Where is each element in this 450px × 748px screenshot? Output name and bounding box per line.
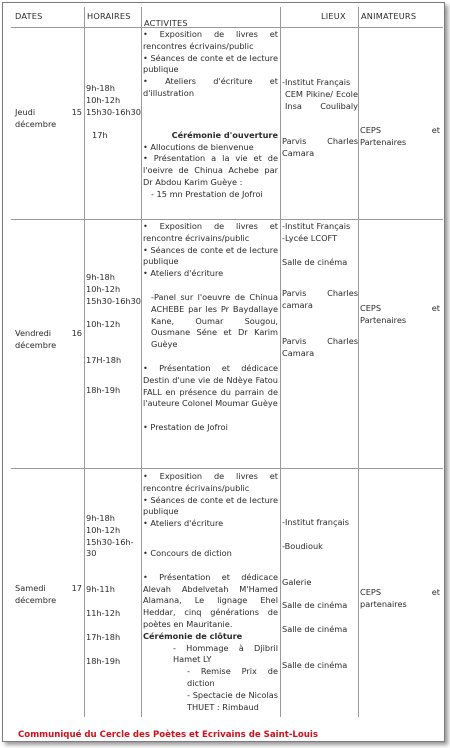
activity-item: • Ateliers d'écriture xyxy=(143,268,224,279)
time-slot: 10h-12h xyxy=(86,283,121,294)
day-date: Samedi 17 décembre xyxy=(15,583,82,605)
activity-item: • Exposition de livres et rencontre écrivains/public xyxy=(143,471,278,493)
activity-heading: Cérémonie de clôture xyxy=(143,630,243,641)
venue: Galerie xyxy=(282,576,312,587)
day-activites xyxy=(143,221,278,434)
day-activites xyxy=(143,471,278,713)
document-frame xyxy=(2,2,445,742)
header-animateurs: ANIMATEURS xyxy=(361,11,417,21)
venue: Salle de cinéma xyxy=(282,600,348,611)
activity-item: • Présentation et dédicace Alevah Abdelvetah M'Hamed Alamana, Le lignage Ehel Heddar, cinq générations de poètes en Mauritanie. xyxy=(143,571,278,629)
activity-item: - 15 mn Prestation de Jofroi xyxy=(151,188,263,199)
activity-item: • Séances de conte et de lecture publique xyxy=(143,244,278,267)
time-slot: 15h30-16h-30 xyxy=(86,536,134,559)
venue: -Institut Français xyxy=(282,221,351,231)
activity-item: • Exposition de livres et rencontre écrivains/public xyxy=(143,221,278,243)
day-animateurs: CEPS et Partenaires xyxy=(360,125,440,147)
time-slot: 17h xyxy=(92,130,108,141)
activity-item: - Hommage à Djibril Hamet LY xyxy=(173,642,278,665)
activity-item: • Séances de conte et de lecture publique xyxy=(143,494,278,517)
time-slot: 17h-18h xyxy=(86,631,121,642)
footer-caption: Communiqué du Cercle des Poètes et Ecrivains de Saint-Louis xyxy=(18,730,318,740)
venue: Salle de cinéma xyxy=(282,659,348,670)
day-date: Jeudi 15 décembre xyxy=(15,107,82,129)
header-dates: DATES xyxy=(15,11,43,21)
activity-heading: Cérémonie d'ouverture xyxy=(171,129,278,140)
col-divider xyxy=(280,7,281,717)
activity-item: • Présentation a la vie et de l'oeivre de Chinua Achebe par Dr Abdou Karim Guèye : xyxy=(143,153,278,187)
time-slot: 15h30-16h30 xyxy=(86,295,142,306)
venue: CEM Pikine/ Ecole Insa Coulibaly xyxy=(285,88,358,111)
col-divider xyxy=(358,7,359,717)
activity-item: -Panel sur l'oeuvre de Chinua ACHEBE par les Pr Baydallaye Kane, Oumar Sougou, Ousmane Séne et Dr Karim Guèye xyxy=(151,291,278,350)
time-slot: 11h-12h xyxy=(86,607,121,618)
time-slot: 18h-19h xyxy=(86,384,121,395)
venue: Parvis Charles camara xyxy=(282,288,358,311)
time-slot: 18h-19h xyxy=(86,655,121,666)
day-horaires xyxy=(86,272,142,397)
day-horaires xyxy=(86,513,142,667)
day-animateurs: CEPS et Partenaires xyxy=(360,303,440,325)
activity-item: • Prestation de Jofroi xyxy=(143,422,228,433)
activity-item: • Présentation et dédicace Destin d'une vie de Ndèye Fatou FALL en présence du parrain de l'auteure Colonel Moumar Guèye xyxy=(143,362,278,409)
activity-item: • Séances de conte et de lecture publique xyxy=(143,52,278,75)
day-lieux xyxy=(282,77,358,160)
time-slot: 10h-12h xyxy=(86,524,121,535)
activity-item: • Ateliers d'écriture et d'illustration xyxy=(143,76,278,98)
activity-item: • Allocutions de bienvenue xyxy=(143,141,254,152)
row-divider xyxy=(11,219,443,220)
spacer xyxy=(86,118,142,130)
day-activites xyxy=(143,29,278,201)
header-activites: ACTIVITES xyxy=(144,18,188,28)
time-slot: 9h-18h xyxy=(86,83,115,93)
venue: -Institut Français xyxy=(282,77,351,87)
venue: Parvis Charles Camara xyxy=(282,136,358,159)
time-slot: 15h30-16h30 xyxy=(86,106,142,117)
venue: -Institut français xyxy=(282,517,350,527)
venue: Salle de cinéma xyxy=(282,256,348,267)
venue: -Boudiouk xyxy=(282,540,323,551)
col-divider xyxy=(84,7,85,717)
day-date: Vendredi 16 décembre xyxy=(15,328,82,350)
row-divider xyxy=(11,27,443,28)
venue: Salle de cinéma xyxy=(282,624,348,635)
programme-table xyxy=(11,7,443,717)
row-divider xyxy=(11,468,443,469)
day-lieux xyxy=(282,517,358,672)
venue: Parvis Charles Camara xyxy=(282,335,358,358)
activity-item: • Concours de diction xyxy=(143,547,232,558)
time-slot: 10h-12h xyxy=(86,319,121,330)
activity-item: • Exposition de livres et rencontres écrivains/public xyxy=(143,29,278,51)
time-slot: 9h-11h xyxy=(86,584,115,595)
activity-item: • Ateliers d'écriture xyxy=(143,518,224,529)
header-lieux: LIEUX xyxy=(321,11,346,21)
time-slot: 9h-18h xyxy=(86,513,115,523)
venue: -Lycée LCOFT xyxy=(282,232,338,243)
activity-item: - Spectacie de Nicolas THUET : Rimbaud xyxy=(187,689,278,712)
time-slot: 10h-12h xyxy=(86,94,121,105)
day-animateurs: CEPS et partenaires xyxy=(360,587,440,609)
header-horaires: HORAIRES xyxy=(87,11,131,21)
activity-item: - Remise Prix de diction xyxy=(187,666,278,688)
time-slot: 17H-18h xyxy=(86,355,122,366)
day-lieux xyxy=(282,221,358,360)
day-horaires xyxy=(86,83,142,142)
time-slot: 9h-18h xyxy=(86,272,115,282)
